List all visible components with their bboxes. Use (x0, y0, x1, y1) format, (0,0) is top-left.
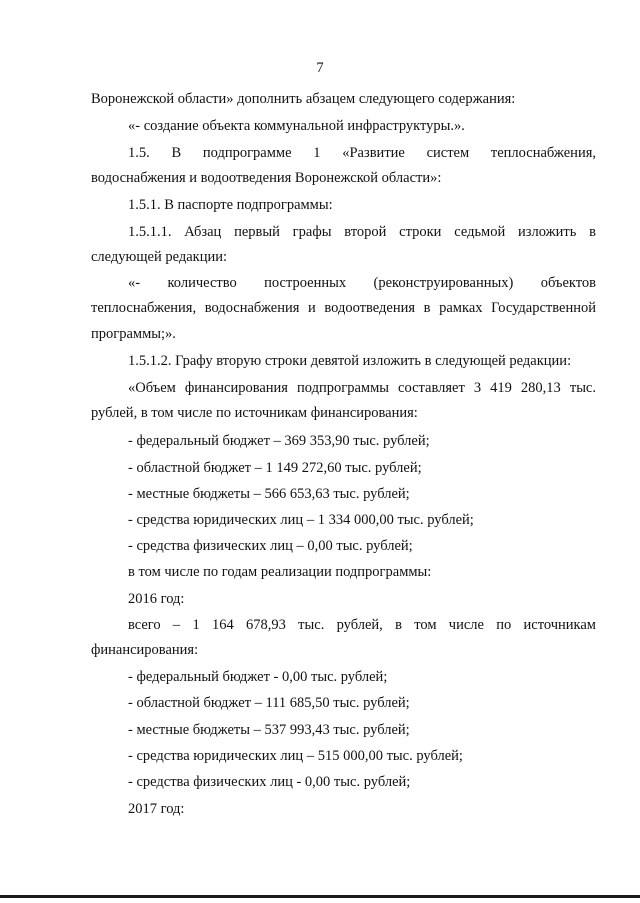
text-line: 1.5.1.2. Графу вторую строки девятой изложить в следующей редакции: (128, 353, 572, 369)
text-line: - федеральный бюджет - 0,00 тыс. рублей; (128, 669, 388, 685)
text-line: следующей редакции: (91, 249, 228, 265)
text-line: «Объем финансирования подпрограммы составляет 3 419 280,13 тыс. (128, 380, 596, 396)
text-line: «- количество построенных (реконструированных) объектов (128, 275, 596, 291)
text-line: теплоснабжения, водоснабжения и водоотведения в рамках Государственной (91, 300, 596, 316)
text-line: - местные бюджеты – 537 993,43 тыс. рублей; (128, 722, 410, 738)
text-line: - средства физических лиц - 0,00 тыс. рублей; (128, 774, 411, 790)
text-line: - средства физических лиц – 0,00 тыс. рублей; (128, 538, 413, 554)
text-line: - местные бюджеты – 566 653,63 тыс. рублей; (128, 486, 410, 502)
text-line: всего – 1 164 678,93 тыс. рублей, в том числе по источникам (128, 617, 596, 633)
text-line: водоснабжения и водоотведения Воронежской области»: (91, 170, 442, 186)
text-line: рублей, в том числе по источникам финансирования: (91, 405, 418, 421)
text-line: в том числе по годам реализации подпрограммы: (128, 564, 432, 580)
text-line: - областной бюджет – 111 685,50 тыс. рублей; (128, 695, 410, 711)
text-line: 1.5.1. В паспорте подпрограммы: (128, 197, 333, 213)
text-line: «- создание объекта коммунальной инфраструктуры.». (128, 118, 465, 134)
text-line: - средства юридических лиц – 515 000,00 тыс. рублей; (128, 748, 463, 764)
text-line: 2016 год: (128, 591, 185, 607)
text-line: финансирования: (91, 642, 199, 658)
text-line: программы;». (91, 326, 176, 342)
text-line: - областной бюджет – 1 149 272,60 тыс. рублей; (128, 460, 422, 476)
text-line: 1.5.1.1. Абзац первый графы второй строки седьмой изложить в (128, 224, 596, 240)
page-number: 7 (316, 60, 324, 76)
text-line: Воронежской области» дополнить абзацем следующего содержания: (91, 91, 516, 107)
text-line: 1.5. В подпрограмме 1 «Развитие систем теплоснабжения, (128, 145, 596, 161)
scan-edge-line (0, 895, 640, 898)
text-line: 2017 год: (128, 801, 185, 817)
text-line: - средства юридических лиц – 1 334 000,00 тыс. рублей; (128, 512, 474, 528)
text-line: - федеральный бюджет – 369 353,90 тыс. рублей; (128, 433, 430, 449)
